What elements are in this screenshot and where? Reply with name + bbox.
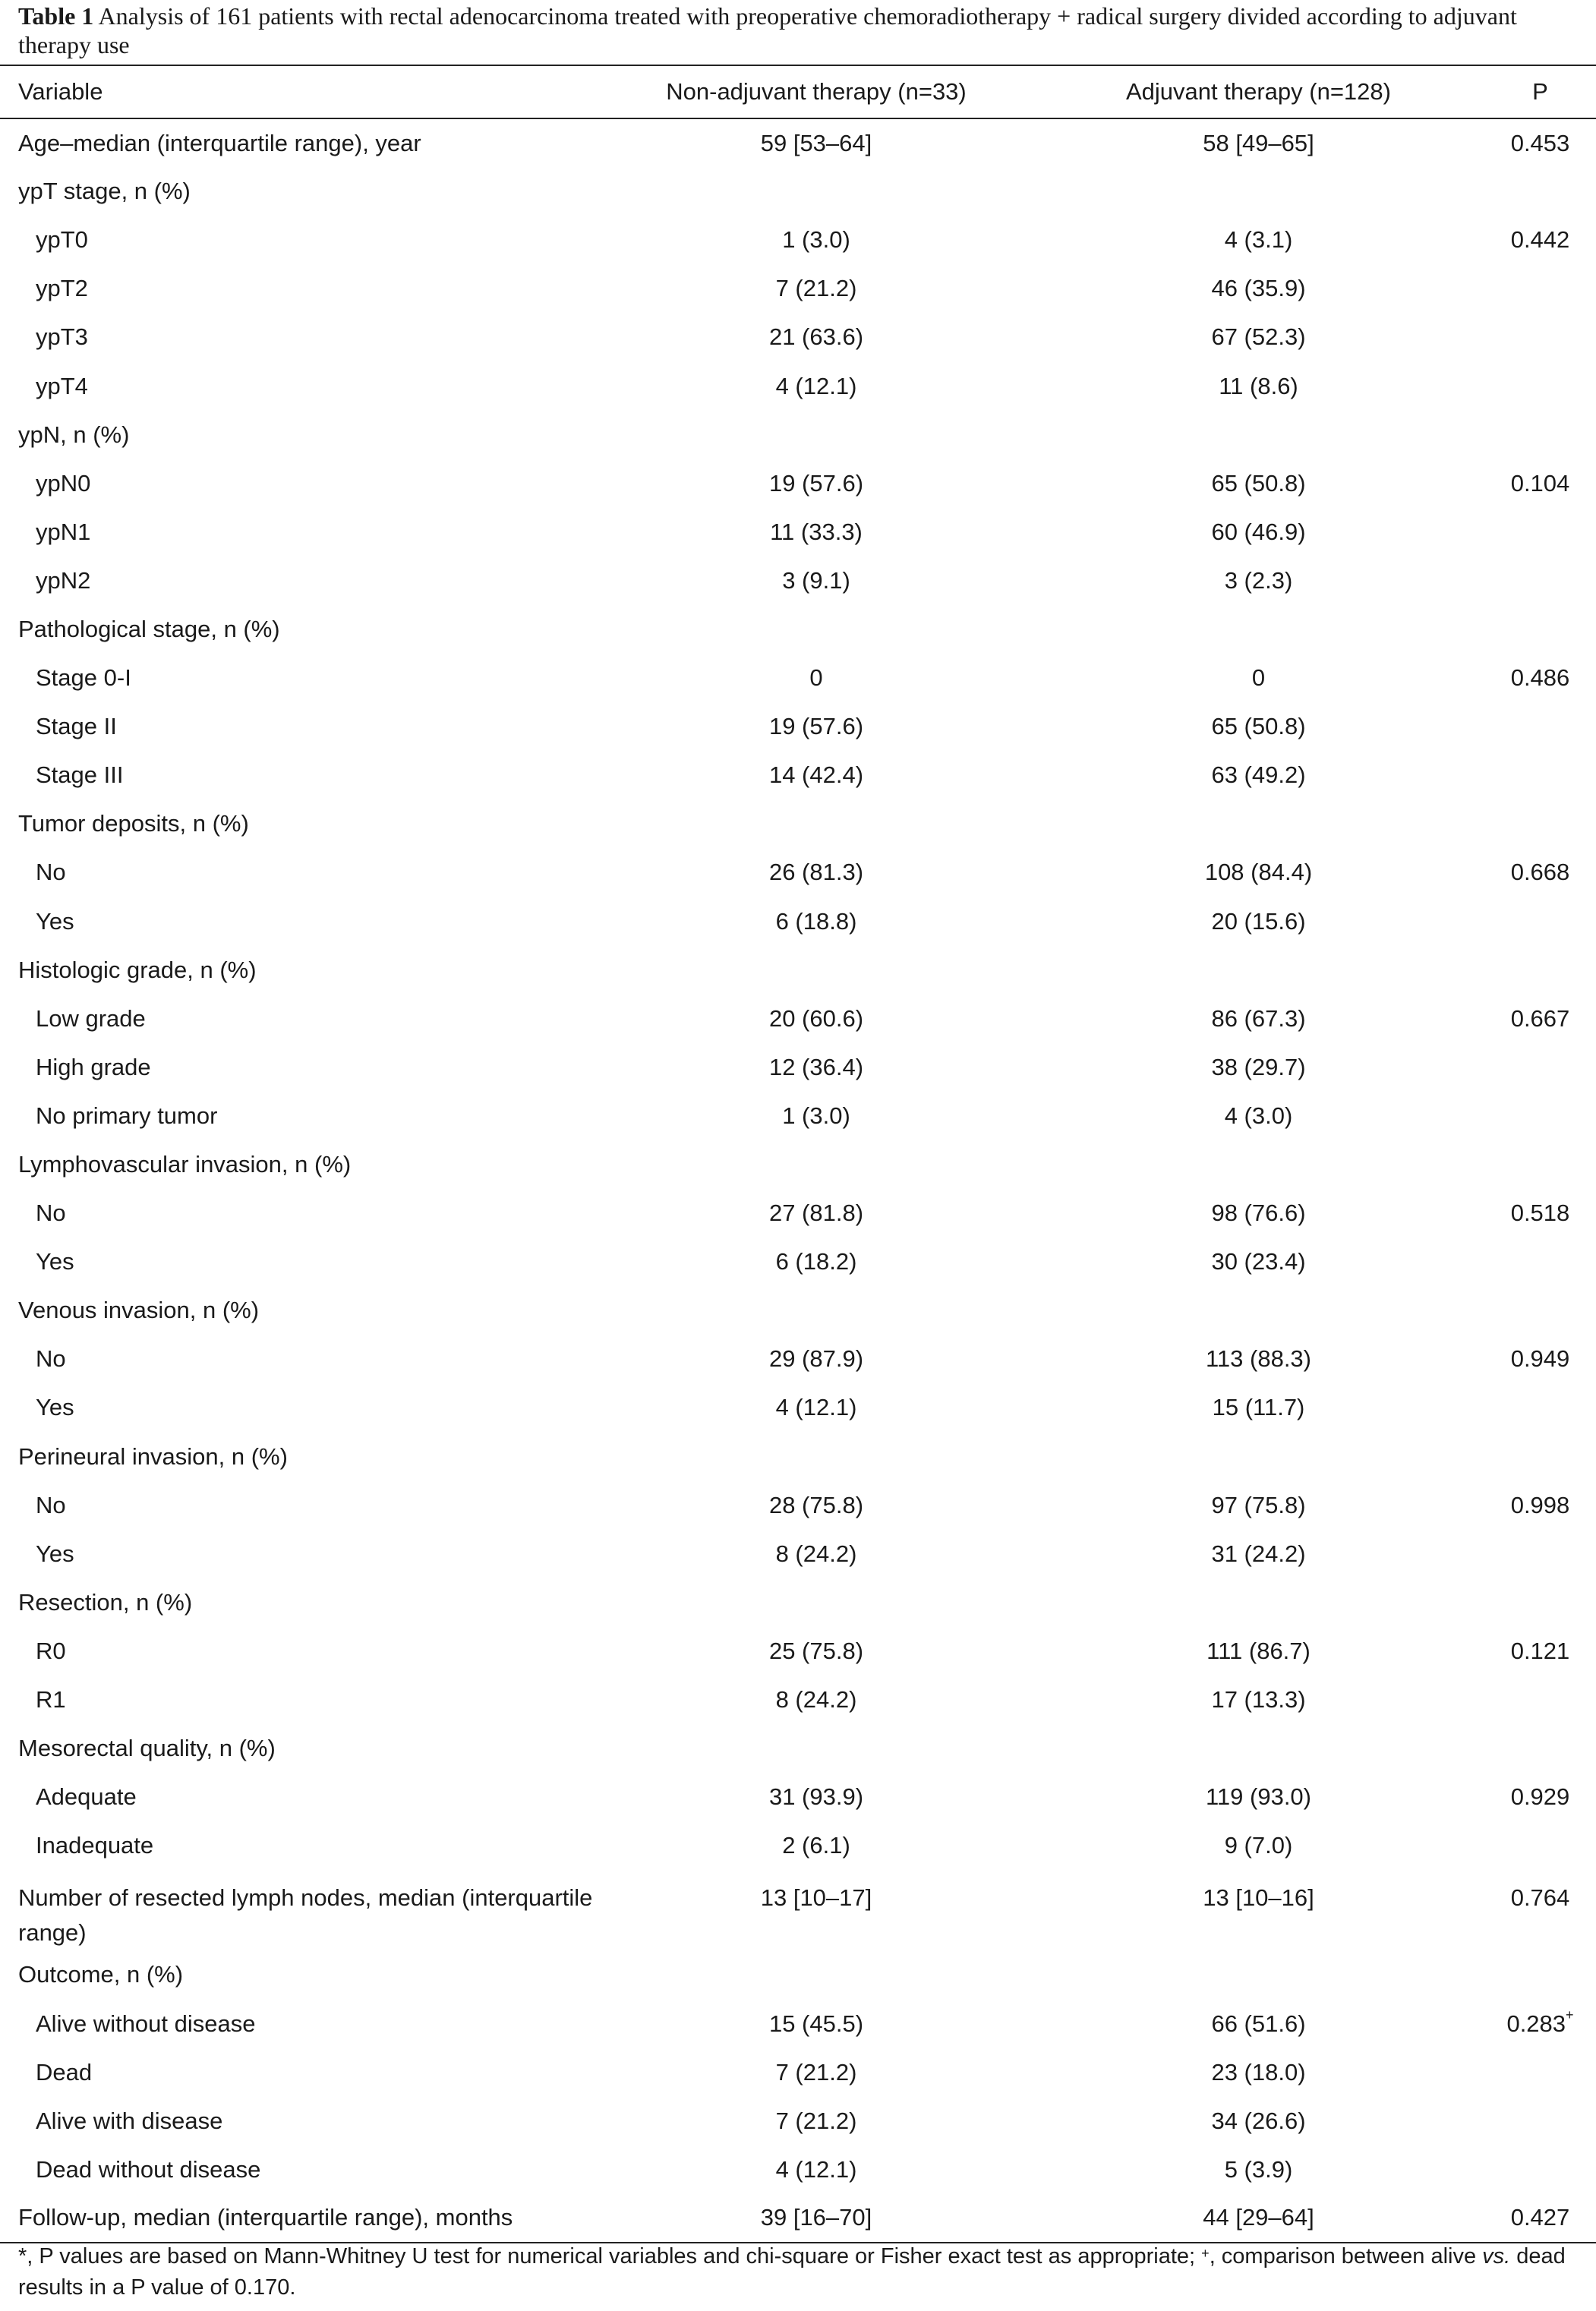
section-row — [0, 1578, 1596, 1627]
row-label: No — [36, 1200, 66, 1227]
p-value: 0.949 — [1510, 1345, 1570, 1373]
adjuvant-value: 17 (13.3) — [1211, 1686, 1306, 1714]
section-row — [0, 1286, 1596, 1335]
non-adjuvant-value: 13 [10–17] — [760, 1884, 872, 1912]
adjuvant-value: 46 (35.9) — [1211, 275, 1306, 302]
row-label: Dead without disease — [36, 2155, 261, 2183]
p-value — [1484, 264, 1596, 313]
table-header — [0, 65, 1596, 118]
table-row — [0, 1530, 1596, 1578]
row-label: Adequate — [36, 1783, 137, 1811]
section-row — [0, 1724, 1596, 1773]
non-adjuvant-value: 1 (3.0) — [782, 1102, 850, 1129]
p-value: 0.283 — [1506, 2010, 1566, 2037]
table-row — [0, 1870, 1596, 1950]
table-label: Table 1 — [18, 2, 94, 30]
row-label: Alive with disease — [36, 2107, 223, 2134]
p-value — [1484, 1092, 1596, 1140]
non-adjuvant-value: 15 (45.5) — [768, 2010, 864, 2037]
p-value — [1484, 313, 1596, 361]
row-label: Follow-up, median (interquartile range), months — [18, 2204, 513, 2231]
adjuvant-value: 63 (49.2) — [1211, 761, 1306, 789]
row-label: Yes — [36, 1248, 74, 1275]
row-label: High grade — [36, 1053, 151, 1080]
adjuvant-value: 30 (23.4) — [1211, 1248, 1306, 1275]
table-row — [0, 848, 1596, 897]
non-adjuvant-value: 21 (63.6) — [768, 323, 864, 351]
table-row — [0, 1676, 1596, 1724]
row-label: Yes — [36, 907, 74, 935]
adjuvant-value: 31 (24.2) — [1211, 1540, 1306, 1567]
non-adjuvant-value: 59 [53–64] — [760, 129, 872, 156]
p-value — [1484, 1821, 1596, 1870]
p-value: 0.518 — [1510, 1200, 1570, 1227]
non-adjuvant-value: 6 (18.2) — [775, 1248, 857, 1275]
table-row — [0, 1335, 1596, 1383]
table-row — [0, 1043, 1596, 1092]
non-adjuvant-value: 7 (21.2) — [775, 2058, 857, 2086]
adjuvant-value: 20 (15.6) — [1211, 907, 1306, 935]
p-value — [1484, 751, 1596, 799]
footnote-vs: vs. — [1482, 2244, 1511, 2268]
row-label: No — [36, 859, 66, 886]
adjuvant-value: 4 (3.0) — [1224, 1102, 1293, 1129]
section-label: Pathological stage, n (%) — [18, 615, 280, 642]
non-adjuvant-value: 6 (18.8) — [775, 907, 857, 935]
table-footnote — [18, 2241, 1582, 2303]
adjuvant-value: 119 (93.0) — [1205, 1783, 1311, 1811]
non-adjuvant-value: 29 (87.9) — [768, 1345, 864, 1373]
section-label: Perineural invasion, n (%) — [18, 1442, 288, 1470]
plus-footnote-mark: + — [1566, 2007, 1574, 2023]
table-row — [0, 459, 1596, 508]
table-row — [0, 2145, 1596, 2194]
adjuvant-value: 23 (18.0) — [1211, 2058, 1306, 2086]
non-adjuvant-value: 8 (24.2) — [775, 1686, 857, 1714]
row-label: Yes — [36, 1540, 74, 1567]
non-adjuvant-value: 12 (36.4) — [768, 1053, 864, 1080]
adjuvant-value: 65 (50.8) — [1211, 469, 1306, 497]
non-adjuvant-value: 19 (57.6) — [768, 713, 864, 740]
non-adjuvant-value: 8 (24.2) — [775, 1540, 857, 1567]
table-row — [0, 264, 1596, 313]
adjuvant-value: 67 (52.3) — [1211, 323, 1306, 351]
adjuvant-value: 34 (26.6) — [1211, 2107, 1306, 2134]
section-label: ypN, n (%) — [18, 421, 130, 448]
row-label: Stage II — [36, 713, 117, 740]
p-value — [1484, 1676, 1596, 1724]
p-value — [1484, 508, 1596, 556]
p-value — [1484, 2048, 1596, 2097]
p-value: 0.121 — [1510, 1637, 1570, 1664]
adjuvant-value: 97 (75.8) — [1211, 1491, 1306, 1518]
adjuvant-value: 58 [49–65] — [1203, 129, 1314, 156]
p-value: 0.764 — [1510, 1884, 1570, 1912]
p-value: 0.998 — [1510, 1491, 1570, 1518]
header-variable: Variable — [18, 78, 103, 105]
adjuvant-value: 108 (84.4) — [1204, 859, 1313, 886]
table-title: Analysis of 161 patients with rectal adenocarcinoma treated with preoperative chemoradiotherapy + radical surgery divided according to adjuvant therapy use — [18, 2, 1517, 58]
table-row — [0, 313, 1596, 361]
adjuvant-value: 111 (86.7) — [1206, 1637, 1311, 1664]
plus-footnote-mark: + — [1201, 2246, 1210, 2261]
row-label: ypN2 — [36, 566, 91, 594]
data-table — [0, 65, 1596, 2243]
adjuvant-value: 86 (67.3) — [1211, 1004, 1306, 1032]
row-label: Dead — [36, 2058, 93, 2086]
p-value: 0.427 — [1510, 2204, 1570, 2231]
non-adjuvant-value: 0 — [809, 664, 823, 692]
p-value: 0.667 — [1510, 1004, 1570, 1032]
non-adjuvant-value: 7 (21.2) — [775, 275, 857, 302]
table-row — [0, 995, 1596, 1043]
p-value — [1484, 702, 1596, 751]
adjuvant-value: 65 (50.8) — [1211, 713, 1306, 740]
footnote-text: dead results in a P value of 0.170. — [18, 2244, 1566, 2300]
p-value — [1484, 361, 1596, 410]
row-label: Yes — [36, 1394, 74, 1421]
adjuvant-value: 44 [29–64] — [1203, 2204, 1314, 2231]
table-row — [0, 1383, 1596, 1432]
table-caption — [18, 2, 1582, 59]
footnote-text: *, P values are based on Mann-Whitney U test for numerical variables and chi-square or Fisher exact test as appropriate; — [18, 2244, 1202, 2268]
header-row — [0, 65, 1596, 118]
non-adjuvant-value: 11 (33.3) — [770, 518, 863, 545]
section-label: Mesorectal quality, n (%) — [18, 1735, 276, 1762]
p-value — [1484, 1383, 1596, 1432]
section-row — [0, 946, 1596, 995]
table-row — [0, 361, 1596, 410]
adjuvant-value: 4 (3.1) — [1224, 226, 1293, 254]
p-value: 0.104 — [1510, 469, 1570, 497]
section-row — [0, 799, 1596, 848]
p-value — [1484, 1043, 1596, 1092]
adjuvant-value: 66 (51.6) — [1211, 2010, 1306, 2037]
row-label: Stage 0-I — [36, 664, 131, 692]
adjuvant-value: 98 (76.6) — [1211, 1200, 1306, 1227]
adjuvant-value: 60 (46.9) — [1211, 518, 1306, 545]
row-label: R1 — [36, 1686, 66, 1714]
non-adjuvant-value: 26 (81.3) — [768, 859, 864, 886]
section-row — [0, 1140, 1596, 1189]
non-adjuvant-value: 1 (3.0) — [782, 226, 850, 254]
table-row — [0, 1092, 1596, 1140]
p-value: 0.668 — [1510, 859, 1570, 886]
section-row — [0, 605, 1596, 654]
row-label: Number of resected lymph nodes, median (interquartile range) — [18, 1884, 593, 1947]
non-adjuvant-value: 3 (9.1) — [782, 566, 850, 594]
table-row — [0, 2048, 1596, 2097]
non-adjuvant-value: 28 (75.8) — [768, 1491, 864, 1518]
section-row — [0, 411, 1596, 459]
p-value — [1484, 1530, 1596, 1578]
non-adjuvant-value: 7 (21.2) — [775, 2107, 857, 2134]
section-label: Outcome, n (%) — [18, 1961, 184, 1988]
p-value — [1484, 556, 1596, 605]
non-adjuvant-value: 14 (42.4) — [768, 761, 864, 789]
table-row — [0, 216, 1596, 264]
header-p: P — [1532, 78, 1548, 105]
non-adjuvant-value: 39 [16–70] — [760, 2204, 872, 2231]
row-label: R0 — [36, 1637, 66, 1664]
p-value — [1484, 1237, 1596, 1286]
row-label: No — [36, 1345, 66, 1373]
row-label: ypT4 — [36, 372, 88, 399]
table-row — [0, 2097, 1596, 2145]
non-adjuvant-value: 4 (12.1) — [775, 1394, 857, 1421]
table-row — [0, 702, 1596, 751]
header-non-adjuvant: Non-adjuvant therapy (n=33) — [666, 78, 967, 105]
row-label: ypT0 — [36, 226, 88, 254]
adjuvant-value: 0 — [1251, 664, 1266, 692]
table-row — [0, 118, 1596, 167]
non-adjuvant-value: 31 (93.9) — [768, 1783, 864, 1811]
adjuvant-value: 5 (3.9) — [1224, 2155, 1293, 2183]
p-value: 0.453 — [1510, 129, 1570, 156]
p-value: 0.929 — [1510, 1783, 1570, 1811]
section-label: Venous invasion, n (%) — [18, 1297, 260, 1324]
table-row — [0, 1237, 1596, 1286]
table-row — [0, 1999, 1596, 2048]
non-adjuvant-value: 20 (60.6) — [768, 1004, 864, 1032]
row-label: Inadequate — [36, 1832, 154, 1859]
table-body — [0, 118, 1596, 2243]
row-label: ypN1 — [36, 518, 91, 545]
section-label: Resection, n (%) — [18, 1588, 193, 1616]
non-adjuvant-value: 19 (57.6) — [768, 469, 864, 497]
table-row — [0, 1481, 1596, 1530]
p-value — [1484, 2145, 1596, 2194]
header-adjuvant: Adjuvant therapy (n=128) — [1126, 78, 1391, 105]
table-row — [0, 1189, 1596, 1237]
table-row — [0, 1821, 1596, 1870]
non-adjuvant-value: 27 (81.8) — [768, 1200, 864, 1227]
row-label: No primary tumor — [36, 1102, 218, 1129]
section-label: Histologic grade, n (%) — [18, 956, 257, 983]
adjuvant-value: 3 (2.3) — [1224, 566, 1293, 594]
adjuvant-value: 13 [10–16] — [1203, 1884, 1314, 1912]
table-row — [0, 897, 1596, 946]
section-label: Lymphovascular invasion, n (%) — [18, 1151, 352, 1178]
p-value-cell — [1484, 1999, 1596, 2048]
row-label: Alive without disease — [36, 2010, 256, 2037]
p-value — [1484, 897, 1596, 946]
row-label: ypT2 — [36, 275, 88, 302]
row-label: ypT3 — [36, 323, 88, 351]
adjuvant-value: 11 (8.6) — [1219, 372, 1298, 399]
table-row — [0, 751, 1596, 799]
p-value: 0.486 — [1510, 664, 1570, 692]
non-adjuvant-value: 4 (12.1) — [775, 372, 857, 399]
section-row — [0, 1433, 1596, 1481]
adjuvant-value: 38 (29.7) — [1211, 1053, 1306, 1080]
row-label: Low grade — [36, 1004, 146, 1032]
p-value: 0.442 — [1510, 226, 1570, 254]
table-row — [0, 556, 1596, 605]
table-row — [0, 1627, 1596, 1676]
non-adjuvant-value: 2 (6.1) — [782, 1832, 850, 1859]
table-row — [0, 1773, 1596, 1821]
row-label: No — [36, 1491, 66, 1518]
adjuvant-value: 9 (7.0) — [1224, 1832, 1293, 1859]
row-label: Stage III — [36, 761, 124, 789]
adjuvant-value: 15 (11.7) — [1212, 1394, 1305, 1421]
section-row — [0, 1950, 1596, 1999]
section-label: ypT stage, n (%) — [18, 178, 191, 205]
row-label: ypN0 — [36, 469, 91, 497]
table-row — [0, 2194, 1596, 2243]
non-adjuvant-value: 4 (12.1) — [775, 2155, 857, 2183]
non-adjuvant-value: 25 (75.8) — [768, 1637, 864, 1664]
p-value — [1484, 2097, 1596, 2145]
adjuvant-value: 113 (88.3) — [1205, 1345, 1311, 1373]
table-row — [0, 508, 1596, 556]
table-row — [0, 654, 1596, 702]
row-label: Age–median (interquartile range), year — [18, 129, 421, 156]
footnote-text: , comparison between alive — [1209, 2244, 1483, 2268]
section-label: Tumor deposits, n (%) — [18, 810, 249, 837]
section-row — [0, 167, 1596, 216]
